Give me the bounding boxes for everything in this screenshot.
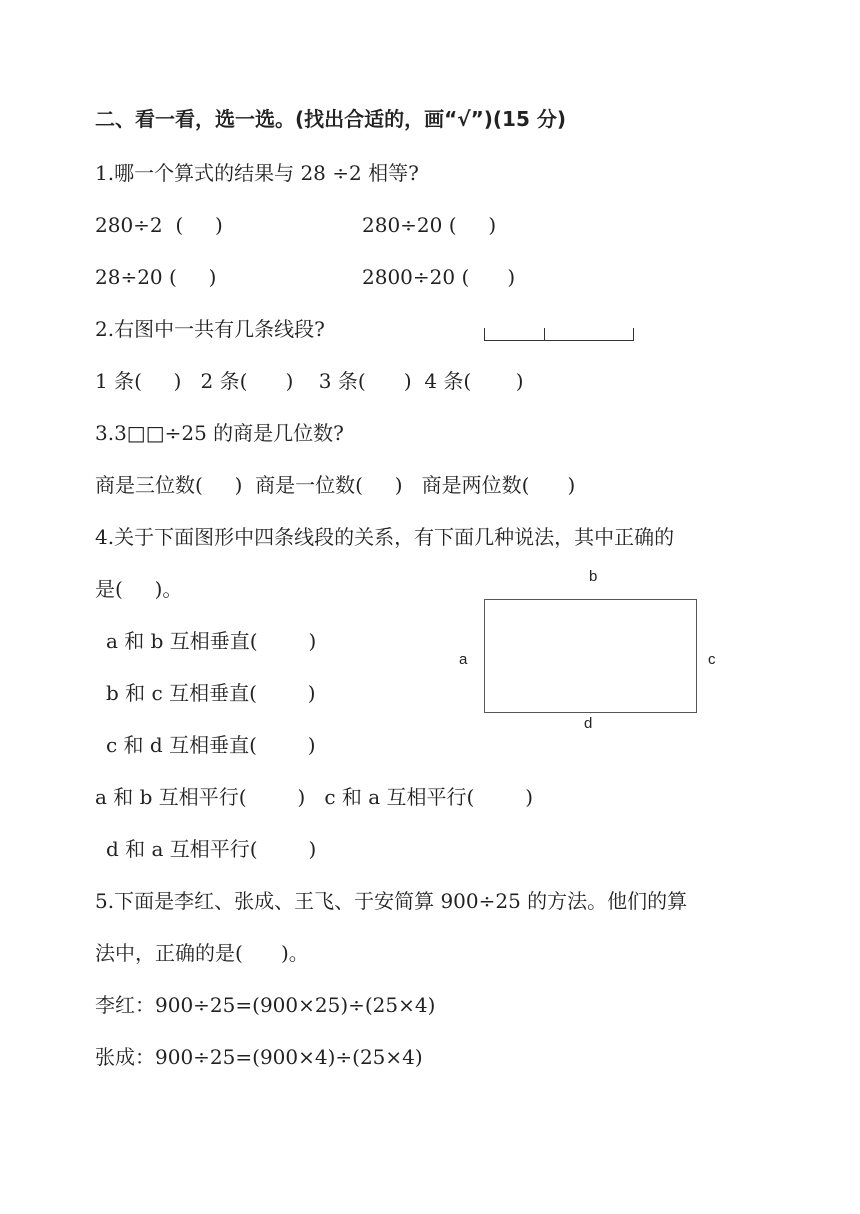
question-5: 5.下面是李红、张成、王飞、于安简算 900÷25 的方法。他们的算: [95, 889, 688, 913]
q5-method-zhang: 张成：900÷25=(900×4)÷(25×4): [95, 1045, 423, 1069]
q1-option-d: 2800÷20 ( ): [362, 265, 516, 289]
question-2: 2.右图中一共有几条线段?: [95, 317, 325, 341]
q1-option-b: 280÷20 ( ): [362, 213, 497, 237]
question-3: 3.3□□÷25 的商是几位数?: [95, 421, 344, 445]
segment-tick-right: [633, 328, 634, 341]
q4-option-5: d 和 a 互相平行( ): [106, 837, 317, 861]
segment-tick-left: [484, 328, 485, 341]
segment-tick-middle: [544, 328, 545, 341]
question-4: 4.关于下面图形中四条线段的关系，有下面几种说法，其中正确的: [95, 525, 675, 549]
rectangle: [484, 599, 697, 713]
label-d: d: [584, 715, 593, 732]
label-c: c: [708, 651, 716, 668]
q2-options: 1 条( ) 2 条( ) 3 条( ) 4 条( ): [95, 369, 524, 393]
q4-option-1: a 和 b 互相垂直( ): [106, 629, 317, 653]
q4-option-3: c 和 d 互相垂直( ): [106, 733, 316, 757]
label-a: a: [459, 651, 468, 668]
q1-option-a: 280÷2 ( ): [95, 213, 223, 237]
q3-options: 商是三位数( ) 商是一位数( ) 商是两位数( ): [95, 473, 576, 497]
q4-option-4: a 和 b 互相平行( ) c 和 a 互相平行( ): [95, 785, 533, 809]
question-5-continued: 法中，正确的是( )。: [95, 941, 309, 965]
label-b: b: [589, 568, 598, 585]
q4-option-2: b 和 c 互相垂直( ): [106, 681, 316, 705]
section-title: 二、看一看，选一选。(找出合适的，画“√”)(15 分): [95, 107, 566, 131]
question-1: 1.哪一个算式的结果与 28 ÷2 相等?: [95, 161, 419, 185]
q1-option-c: 28÷20 ( ): [95, 265, 217, 289]
segment-line: [484, 340, 634, 341]
q5-method-li: 李红：900÷25=(900×25)÷(25×4): [95, 993, 436, 1017]
question-4-continued: 是( )。: [95, 577, 183, 601]
